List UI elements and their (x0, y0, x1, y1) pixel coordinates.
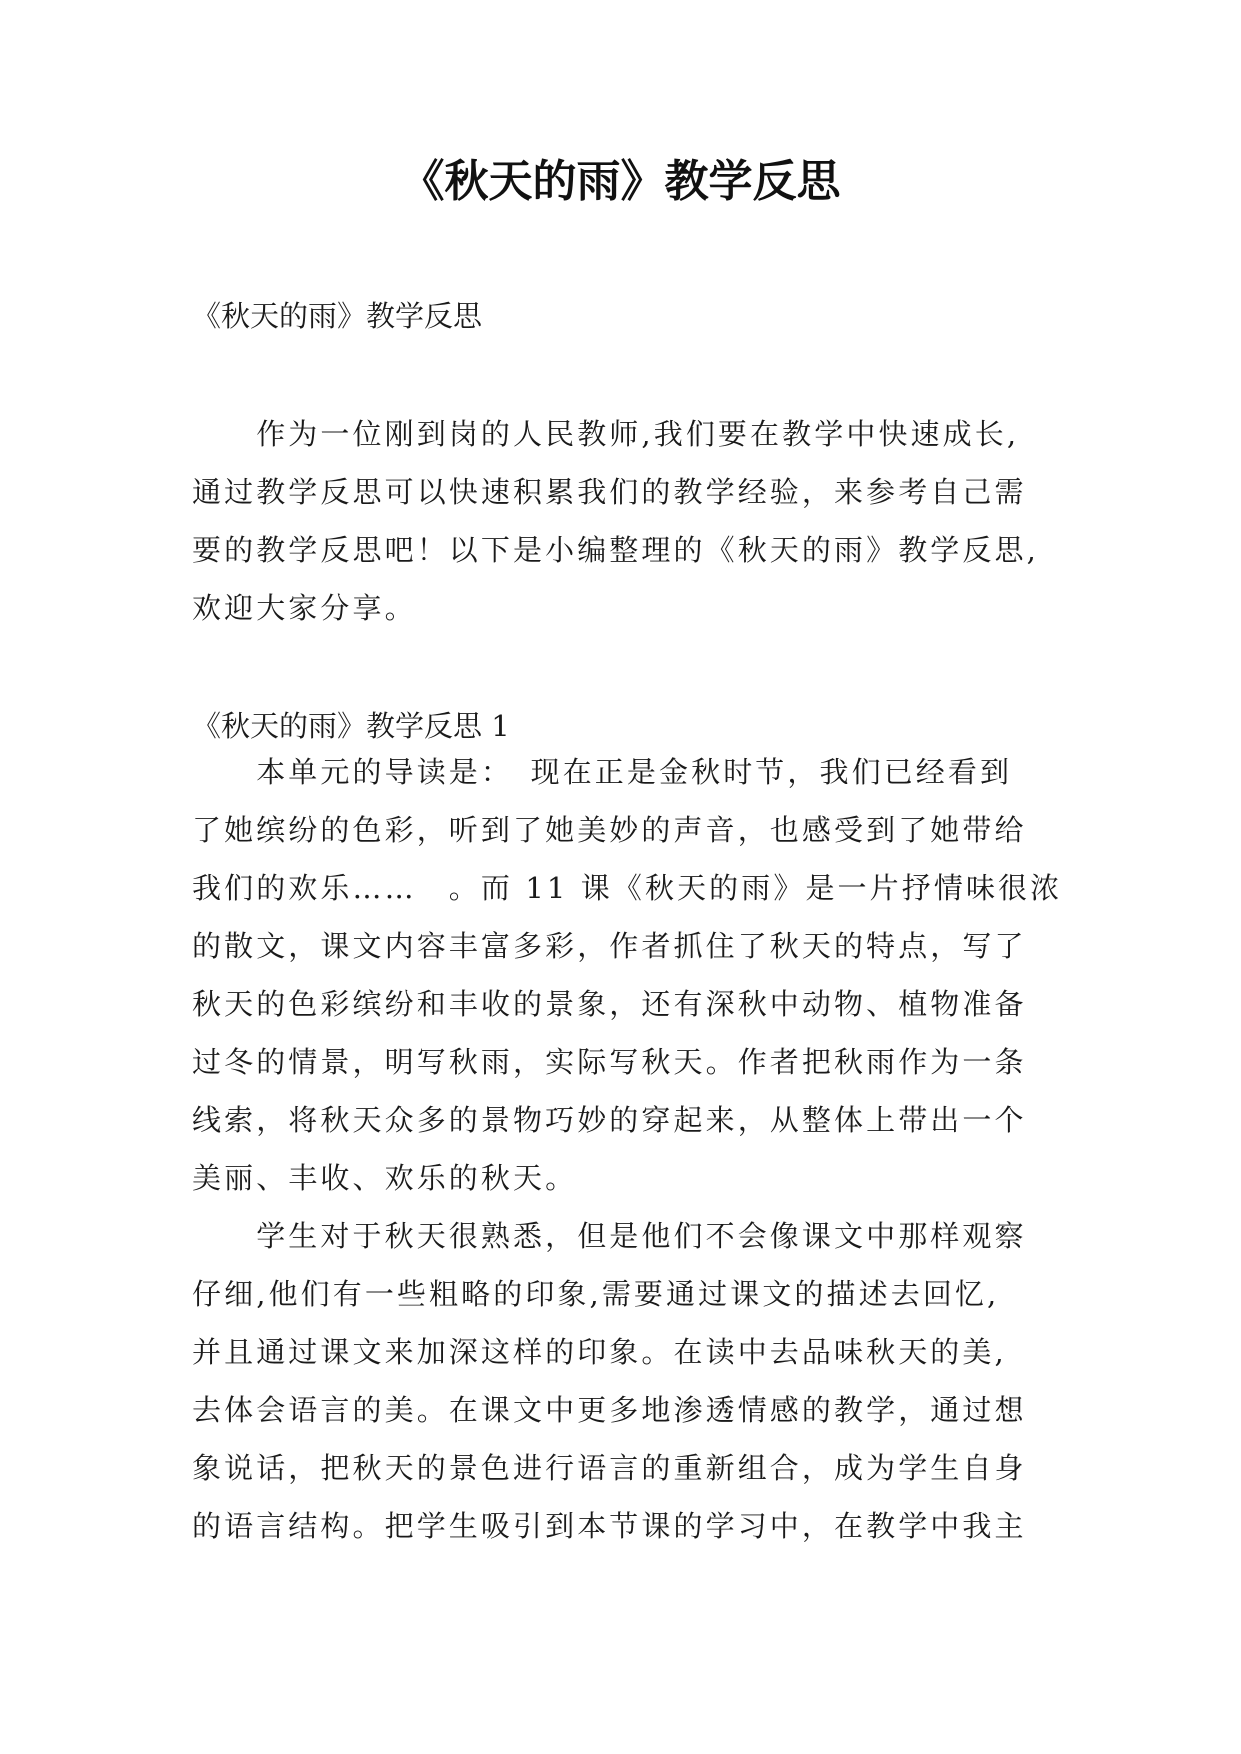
section-heading: 《秋天的雨》教学反思 1 (192, 709, 510, 743)
text-line: 过冬的情景，明写秋雨，实际写秋天。作者把秋雨作为一条 (192, 1045, 1027, 1079)
text-line: 仔细,他们有一些粗略的印象,需要通过课文的描述去回忆, (192, 1277, 1000, 1311)
text-line: 的语言结构。把学生吸引到本节课的学习中，在教学中我主 (192, 1509, 1027, 1543)
text-line: 美丽、丰收、欢乐的秋天。 (192, 1161, 578, 1195)
text-line: 作为一位刚到岗的人民教师,我们要在教学中快速成长, (192, 417, 1020, 451)
intro-paragraph (192, 405, 1042, 637)
text-line: 的散文，课文内容丰富多彩，作者抓住了秋天的特点，写了 (192, 929, 1027, 963)
text-line: 了她缤纷的色彩，听到了她美妙的声音，也感受到了她带给 (192, 813, 1027, 847)
text-line: 线索，将秋天众多的景物巧妙的穿起来，从整体上带出一个 (192, 1103, 1027, 1137)
text-line: 去体会语言的美。在课文中更多地渗透情感的教学，通过想 (192, 1393, 1027, 1427)
text-line: 我们的欢乐…… 。而 11 课《秋天的雨》是一片抒情味很浓 (192, 871, 1063, 905)
text-line: 通过教学反思可以快速积累我们的教学经验，来参考自己需 (192, 475, 1027, 509)
text-line: 学生对于秋天很熟悉，但是他们不会像课文中那样观察 (192, 1219, 1027, 1253)
document-title: 《秋天的雨》教学反思 (400, 156, 841, 207)
text-line: 欢迎大家分享。 (192, 591, 417, 625)
text-line: 秋天的色彩缤纷和丰收的景象，还有深秋中动物、植物准备 (192, 987, 1027, 1021)
paragraph-2 (192, 1207, 1042, 1555)
text-line: 象说话，把秋天的景色进行语言的重新组合，成为学生自身 (192, 1451, 1027, 1485)
paragraph-1 (192, 743, 1063, 1207)
text-line: 要的教学反思吧！以下是小编整理的《秋天的雨》教学反思, (192, 533, 1039, 567)
text-line: 并且通过课文来加深这样的印象。在读中去品味秋天的美, (192, 1335, 1007, 1369)
text-line: 本单元的导读是： 现在正是金秋时节，我们已经看到 (192, 755, 1013, 789)
document-subtitle: 《秋天的雨》教学反思 (192, 299, 483, 333)
